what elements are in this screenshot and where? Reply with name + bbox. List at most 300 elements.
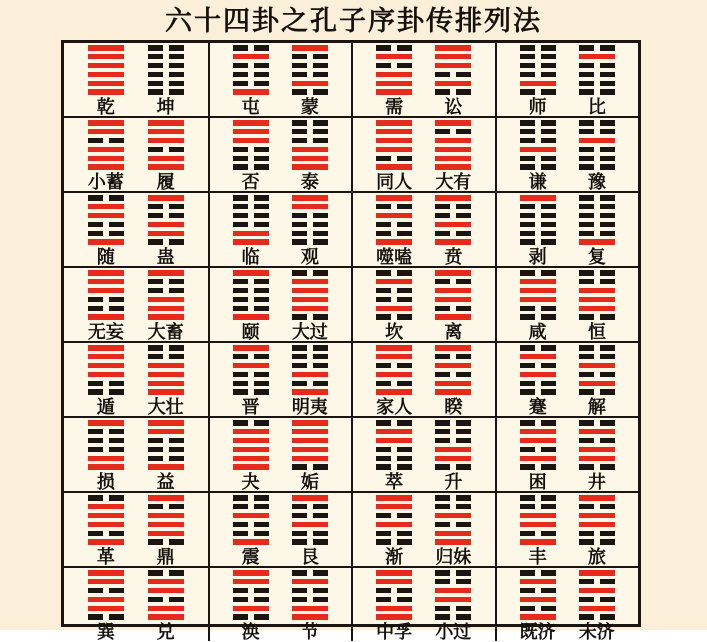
yin-line: [148, 570, 184, 576]
yin-line: [520, 89, 556, 95]
yang-line: [376, 579, 412, 585]
yin-line-segment: [109, 381, 124, 387]
hexagram-figure: [148, 495, 184, 545]
hexagram-cell-group: [208, 343, 352, 416]
yang-line: [233, 129, 269, 135]
yin-line-segment: [456, 129, 471, 135]
yin-line-segment: [579, 345, 594, 351]
hexagram-figure: [376, 495, 412, 545]
yin-line-segment: [169, 288, 184, 294]
yin-line-segment: [148, 597, 163, 603]
yang-line: [579, 447, 615, 453]
yin-line-segment: [397, 314, 412, 320]
yang-line: [292, 156, 328, 162]
yin-line-segment: [109, 297, 124, 303]
hexagram-figure: [376, 570, 412, 620]
yang-line: [148, 495, 184, 501]
yin-line-segment: [520, 138, 535, 144]
hexagram-label: 遁: [96, 397, 115, 417]
yang-line: [376, 129, 412, 135]
hexagram-label: 同人: [376, 172, 413, 192]
hexagram-figure: [88, 420, 124, 470]
yang-line: [88, 213, 124, 219]
yin-line-segment: [313, 464, 328, 470]
yin-line-segment: [254, 614, 269, 620]
yin-line-segment: [579, 314, 594, 320]
yin-line-segment: [233, 213, 248, 219]
yang-line: [376, 614, 412, 620]
yin-line-segment: [313, 231, 328, 237]
hexagram-figure: [376, 420, 412, 470]
yang-line: [435, 54, 471, 60]
hexagram-cell-group: [64, 343, 208, 416]
yang-line: [435, 239, 471, 245]
yin-line-segment: [600, 345, 615, 351]
yin-line: [579, 420, 615, 426]
hexagram-label: 否: [241, 172, 260, 192]
yin-line-segment: [109, 447, 124, 453]
hexagram-unit: [148, 418, 184, 491]
yang-line: [233, 447, 269, 453]
hexagram-unit: [579, 568, 615, 641]
yang-line: [435, 195, 471, 201]
yin-line-segment: [148, 54, 163, 60]
yang-line: [148, 129, 184, 135]
yang-line: [292, 456, 328, 462]
yin-line-segment: [579, 531, 594, 537]
yang-line: [292, 495, 328, 501]
hexagram-label: 革: [96, 547, 115, 567]
yin-line-segment: [456, 614, 471, 620]
yin-line: [435, 570, 471, 576]
yin-line-segment: [292, 222, 307, 228]
yin-line-segment: [456, 429, 471, 435]
yin-line-segment: [579, 120, 594, 126]
yin-line-segment: [520, 270, 535, 276]
yin-line-segment: [292, 513, 307, 519]
yang-line: [148, 513, 184, 519]
yang-line: [435, 389, 471, 395]
hexagram-label: 谦: [528, 172, 547, 192]
hexagram-figure: [435, 195, 471, 245]
yang-line: [88, 89, 124, 95]
yin-line: [88, 438, 124, 444]
yang-line: [435, 297, 471, 303]
hexagram-label: 泰: [300, 172, 319, 192]
yin-line-segment: [254, 389, 269, 395]
yin-line-segment: [148, 570, 163, 576]
yin-line: [148, 45, 184, 51]
yang-line: [435, 270, 471, 276]
yang-line: [376, 120, 412, 126]
yin-line: [520, 570, 556, 576]
hexagram-unit: [148, 568, 184, 641]
hexagram-figure: [233, 495, 269, 545]
yin-line-segment: [541, 381, 556, 387]
yang-line: [88, 239, 124, 245]
yang-line: [233, 314, 269, 320]
yin-line-segment: [520, 389, 535, 395]
yin-line: [292, 239, 328, 245]
yin-line-segment: [376, 531, 391, 537]
yin-line-segment: [600, 195, 615, 201]
yin-line-segment: [600, 389, 615, 395]
hexagram-label: 噬嗑: [376, 247, 413, 267]
hexagram-figure: [88, 270, 124, 320]
yin-line-segment: [456, 72, 471, 78]
hexagram-unit: [579, 268, 615, 341]
hexagram-label: 大有: [435, 172, 472, 192]
yin-line: [520, 63, 556, 69]
yin-line-segment: [233, 504, 248, 510]
yin-line-segment: [169, 89, 184, 95]
hexagram-unit: [88, 493, 124, 566]
yang-line: [435, 381, 471, 387]
yang-line: [579, 588, 615, 594]
hexagram-cell-group: [495, 568, 639, 641]
yin-line-segment: [169, 570, 184, 576]
yang-line: [435, 539, 471, 545]
yin-line-segment: [109, 429, 124, 435]
yin-line-segment: [169, 45, 184, 51]
yin-line-segment: [600, 204, 615, 210]
hexagram-cell-group: [208, 568, 352, 641]
yin-line-segment: [456, 354, 471, 360]
hexagram-figure: [88, 345, 124, 395]
yin-line-segment: [233, 204, 248, 210]
yin-line-segment: [541, 89, 556, 95]
yang-line: [520, 81, 556, 87]
yin-line-segment: [169, 213, 184, 219]
yin-line: [233, 504, 269, 510]
hexagram-figure: [292, 570, 328, 620]
yang-line: [233, 579, 269, 585]
yang-line: [292, 81, 328, 87]
hexagram-unit: [520, 343, 556, 416]
yin-line-segment: [541, 213, 556, 219]
yin-line-segment: [376, 420, 391, 426]
hexagram-figure: [148, 120, 184, 170]
yang-line: [579, 54, 615, 60]
yin-line: [520, 156, 556, 162]
hexagram-unit: [233, 493, 269, 566]
yin-line-segment: [541, 72, 556, 78]
yang-line: [435, 138, 471, 144]
yin-line: [233, 63, 269, 69]
yin-line-segment: [435, 213, 450, 219]
yin-line-segment: [579, 279, 594, 285]
yin-line-segment: [541, 120, 556, 126]
hexagram-unit: [376, 193, 412, 266]
hexagram-unit: [435, 343, 471, 416]
yang-line: [579, 429, 615, 435]
yin-line-segment: [169, 204, 184, 210]
hexagram-cell-group: [64, 118, 208, 191]
yin-line-segment: [169, 54, 184, 60]
hexagram-unit: [88, 193, 124, 266]
yin-line: [88, 429, 124, 435]
yin-line-segment: [376, 314, 391, 320]
hexagram-label: 蛊: [156, 247, 175, 267]
yang-line: [520, 354, 556, 360]
yin-line-segment: [435, 429, 450, 435]
yin-line-segment: [456, 204, 471, 210]
yin-line: [520, 363, 556, 369]
hexagram-unit: [435, 43, 471, 116]
hexagram-cell-group: [64, 268, 208, 341]
yin-line-segment: [233, 597, 248, 603]
yin-line: [233, 164, 269, 170]
yang-line: [520, 614, 556, 620]
hexagram-unit: [292, 568, 328, 641]
yang-line: [520, 513, 556, 519]
yin-line-segment: [579, 464, 594, 470]
yin-line-segment: [456, 89, 471, 95]
hexagram-figure: [520, 495, 556, 545]
hexagram-row: [64, 266, 638, 341]
hexagram-figure: [233, 195, 269, 245]
yin-line: [579, 164, 615, 170]
yin-line-segment: [520, 464, 535, 470]
yin-line-segment: [600, 314, 615, 320]
yin-line: [579, 438, 615, 444]
yin-line-segment: [600, 156, 615, 162]
hexagram-unit: [376, 268, 412, 341]
yin-line: [376, 456, 412, 462]
yin-line-segment: [456, 504, 471, 510]
yin-line-segment: [376, 447, 391, 453]
hexagram-figure: [435, 120, 471, 170]
yin-line-segment: [88, 306, 103, 312]
yang-line: [376, 372, 412, 378]
yin-line-segment: [397, 204, 412, 210]
yin-line-segment: [376, 381, 391, 387]
yin-line: [292, 363, 328, 369]
yin-line: [520, 129, 556, 135]
yang-line: [376, 279, 412, 285]
yin-line: [520, 54, 556, 60]
yin-line-segment: [579, 204, 594, 210]
hexagram-figure: [520, 195, 556, 245]
yin-line-segment: [88, 438, 103, 444]
yang-line: [520, 195, 556, 201]
hexagram-label: 节: [300, 622, 319, 642]
yang-line: [435, 447, 471, 453]
hexagram-label: 咸: [528, 322, 547, 342]
hexagram-cell-group: [495, 43, 639, 116]
yin-line-segment: [600, 63, 615, 69]
yang-line: [435, 531, 471, 537]
yin-line-segment: [397, 222, 412, 228]
yin-line: [233, 222, 269, 228]
yin-line-segment: [254, 306, 269, 312]
yin-line-segment: [233, 306, 248, 312]
yin-line: [579, 279, 615, 285]
hexagram-label: 益: [156, 472, 175, 492]
yin-line-segment: [313, 72, 328, 78]
yang-line: [88, 81, 124, 87]
hexagram-label: 履: [156, 172, 175, 192]
yin-line-segment: [376, 204, 391, 210]
hexagram-figure: [88, 120, 124, 170]
hexagram-figure: [148, 270, 184, 320]
yin-line-segment: [600, 504, 615, 510]
yang-line: [520, 279, 556, 285]
yin-line-segment: [292, 270, 307, 276]
yang-line: [376, 389, 412, 395]
hexagram-figure: [292, 270, 328, 320]
yin-line: [520, 606, 556, 612]
hexagram-figure: [579, 345, 615, 395]
yin-line-segment: [88, 614, 103, 620]
yin-line: [520, 204, 556, 210]
hexagram-unit: [292, 268, 328, 341]
hexagram-unit: [88, 568, 124, 641]
yin-line-segment: [233, 147, 248, 153]
yin-line-segment: [397, 420, 412, 426]
yin-line-segment: [541, 270, 556, 276]
yin-line: [148, 239, 184, 245]
hexagram-unit: [520, 493, 556, 566]
yin-line-segment: [541, 570, 556, 576]
hexagram-figure: [148, 195, 184, 245]
yang-line: [292, 195, 328, 201]
yang-line: [579, 456, 615, 462]
yang-line: [376, 138, 412, 144]
yang-line: [376, 522, 412, 528]
yin-line-segment: [541, 129, 556, 135]
hexagram-label: 大壮: [147, 397, 184, 417]
hexagram-figure: [435, 570, 471, 620]
yang-line: [520, 579, 556, 585]
yin-line-segment: [313, 89, 328, 95]
yang-line: [435, 363, 471, 369]
yang-line: [376, 89, 412, 95]
yin-line-segment: [292, 345, 307, 351]
yin-line-segment: [313, 345, 328, 351]
hexagram-unit: [579, 193, 615, 266]
yang-line: [520, 456, 556, 462]
yang-line: [148, 531, 184, 537]
yin-line-segment: [109, 231, 124, 237]
yin-line-segment: [376, 456, 391, 462]
yin-line-segment: [579, 72, 594, 78]
yang-line: [88, 456, 124, 462]
yin-line-segment: [579, 231, 594, 237]
hexagram-label: 大过: [291, 322, 328, 342]
yin-line-segment: [88, 588, 103, 594]
yin-line: [520, 239, 556, 245]
yin-line-segment: [520, 45, 535, 51]
yin-line-segment: [435, 495, 450, 501]
yin-line-segment: [169, 279, 184, 285]
yin-line-segment: [435, 420, 450, 426]
yang-line: [579, 138, 615, 144]
hexagram-unit: [148, 118, 184, 191]
hexagram-cell-group: [64, 193, 208, 266]
yang-line: [376, 306, 412, 312]
yin-line: [579, 147, 615, 153]
hexagram-label: 师: [528, 97, 547, 117]
yang-line: [88, 354, 124, 360]
yin-line-segment: [233, 279, 248, 285]
yang-line: [233, 345, 269, 351]
hexagram-label: 贲: [444, 247, 463, 267]
yin-line-segment: [579, 129, 594, 135]
yin-line-segment: [169, 239, 184, 245]
yin-line-segment: [520, 495, 535, 501]
yang-line: [435, 120, 471, 126]
yang-line: [88, 45, 124, 51]
yang-line: [435, 288, 471, 294]
yin-line-segment: [600, 420, 615, 426]
yin-line-segment: [600, 72, 615, 78]
yin-line-segment: [435, 372, 450, 378]
yin-line: [520, 389, 556, 395]
hexagram-figure: [376, 195, 412, 245]
hexagram-figure: [579, 120, 615, 170]
yin-line: [292, 354, 328, 360]
yang-line: [88, 54, 124, 60]
yang-line: [435, 597, 471, 603]
yin-line-segment: [435, 606, 450, 612]
hexagram-figure: [233, 345, 269, 395]
yang-line: [88, 606, 124, 612]
hexagram-figure: [579, 195, 615, 245]
hexagram-label: 离: [444, 322, 463, 342]
yang-line: [520, 438, 556, 444]
yin-line-segment: [435, 464, 450, 470]
hexagram-label: 既济: [519, 622, 556, 642]
hexagram-cell-group: [208, 118, 352, 191]
hexagram-label: 蒙: [300, 97, 319, 117]
yin-line-segment: [456, 306, 471, 312]
yin-line: [292, 570, 328, 576]
hexagram-label: 丰: [528, 547, 547, 567]
yang-line: [292, 522, 328, 528]
hexagram-label: 需: [385, 97, 404, 117]
yin-line: [579, 531, 615, 537]
yin-line: [579, 579, 615, 585]
yang-line: [435, 164, 471, 170]
yin-line-segment: [600, 231, 615, 237]
yin-line-segment: [148, 213, 163, 219]
yin-line-segment: [233, 297, 248, 303]
yin-line-segment: [169, 354, 184, 360]
yin-line-segment: [520, 63, 535, 69]
yang-line: [376, 438, 412, 444]
yin-line-segment: [376, 297, 391, 303]
yin-line-segment: [292, 531, 307, 537]
yin-line-segment: [435, 306, 450, 312]
yin-line-segment: [292, 314, 307, 320]
yin-line-segment: [520, 314, 535, 320]
yin-line: [579, 504, 615, 510]
yin-line-segment: [292, 539, 307, 545]
yin-line-segment: [148, 279, 163, 285]
yin-line: [233, 147, 269, 153]
yin-line-segment: [541, 363, 556, 369]
hexagram-table: [61, 40, 641, 642]
yin-line-segment: [541, 306, 556, 312]
yin-line: [579, 597, 615, 603]
yin-line-segment: [600, 372, 615, 378]
yin-line: [292, 270, 328, 276]
yin-line-segment: [292, 63, 307, 69]
yang-line: [292, 606, 328, 612]
yin-line-segment: [579, 89, 594, 95]
yin-line: [292, 597, 328, 603]
